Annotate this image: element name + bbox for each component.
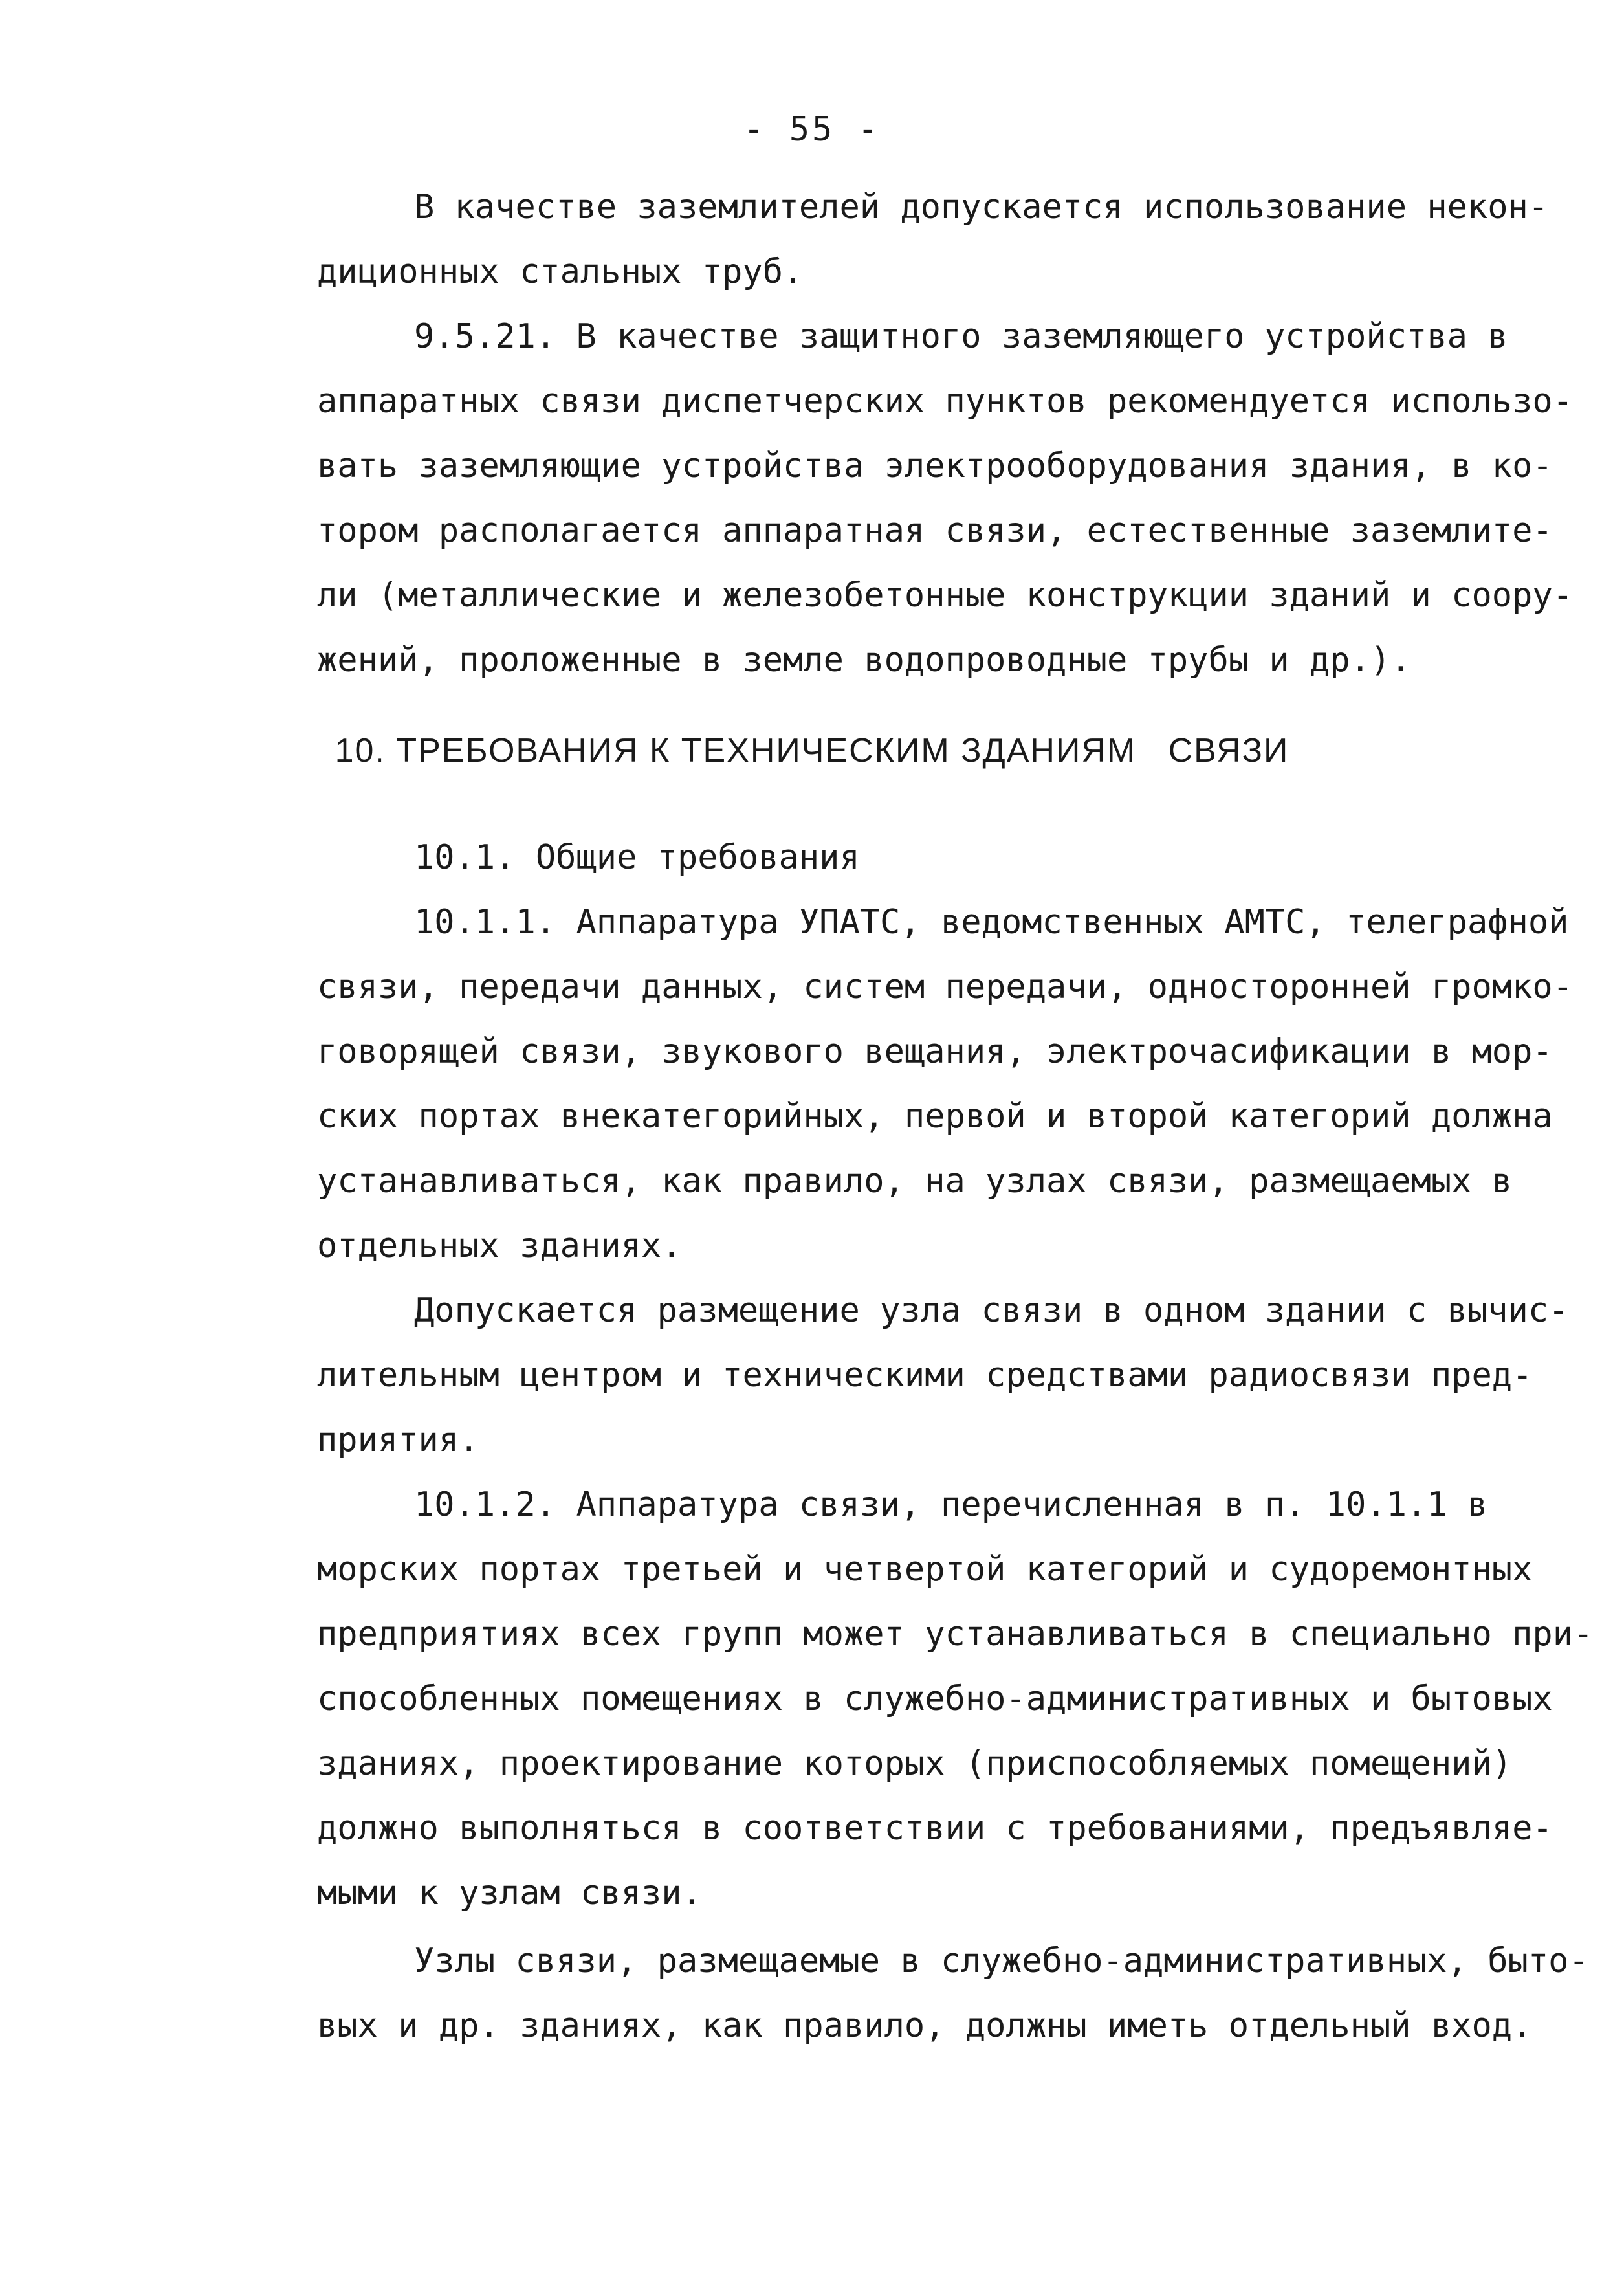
paragraph-line: должно выполняться в соответствии с требованиями, предъявляе- xyxy=(317,1809,1553,1848)
paragraph-line: аппаратных связи диспетчерских пунктов рекомендуется использо- xyxy=(317,382,1574,421)
page-number: - 55 - xyxy=(743,110,881,149)
paragraph-line: мыми к узлам связи. xyxy=(317,1874,702,1913)
paragraph-line: способленных помещениях в служебно-административных и бытовых xyxy=(317,1680,1553,1718)
paragraph-line: В качестве заземлителей допускается использование некон- xyxy=(414,188,1549,227)
paragraph-line: 10.1.2. Аппаратура связи, перечисленная в п. 10.1.1 в xyxy=(414,1485,1488,1524)
paragraph-line: Узлы связи, размещаемые в служебно-административных, быто- xyxy=(414,1942,1589,1980)
paragraph-line: лительным центром и техническими средствами радиосвязи пред- xyxy=(317,1356,1533,1395)
paragraph-line: ских портах внекатегорийных, первой и второй категорий должна xyxy=(317,1097,1553,1136)
paragraph-line: зданиях, проектирование которых (приспособляемых помещений) xyxy=(317,1744,1513,1783)
paragraph-line: связи, передачи данных, систем передачи, односторонней громко- xyxy=(317,968,1574,1006)
subsection-heading: 10.1. Общие требования xyxy=(414,838,860,877)
paragraph-line: морских портах третьей и четвертой категорий и судоремонтных xyxy=(317,1550,1533,1589)
paragraph-line: предприятиях всех групп может устанавливаться в специально при- xyxy=(317,1615,1594,1654)
paragraph-line: 9.5.21. В качестве защитного заземляющего устройства в xyxy=(414,317,1508,356)
paragraph-line: говорящей связи, звукового вещания, электрочасификации в мор- xyxy=(317,1032,1553,1071)
section-heading: 10. ТРЕБОВАНИЯ К ТЕХНИЧЕСКИМ ЗДАНИЯМ СВЯЗИ xyxy=(335,732,1289,770)
paragraph-line: диционных стальных труб. xyxy=(317,252,804,291)
paragraph-line: тором располагается аппаратная связи, естественные заземлите- xyxy=(317,511,1553,550)
paragraph-line: жений, проложенные в земле водопроводные трубы и др.). xyxy=(317,641,1411,680)
paragraph-line: Допускается размещение узла связи в одном здании с вычис- xyxy=(414,1291,1569,1330)
paragraph-line: отдельных зданиях. xyxy=(317,1226,682,1265)
paragraph-line: 10.1.1. Аппаратура УПАТС, ведомственных АМТС, телеграфной xyxy=(414,903,1569,942)
paragraph-line: ли (металлические и железобетонные конструкции зданий и соору- xyxy=(317,576,1574,615)
paragraph-line: вать заземляющие устройства электрооборудования здания, в ко- xyxy=(317,447,1553,485)
paragraph-line: устанавливаться, как правило, на узлах связи, размещаемых в xyxy=(317,1162,1513,1201)
paragraph-line: вых и др. зданиях, как правило, должны иметь отдельный вход. xyxy=(317,2006,1533,2045)
paragraph-line: приятия. xyxy=(317,1421,479,1459)
